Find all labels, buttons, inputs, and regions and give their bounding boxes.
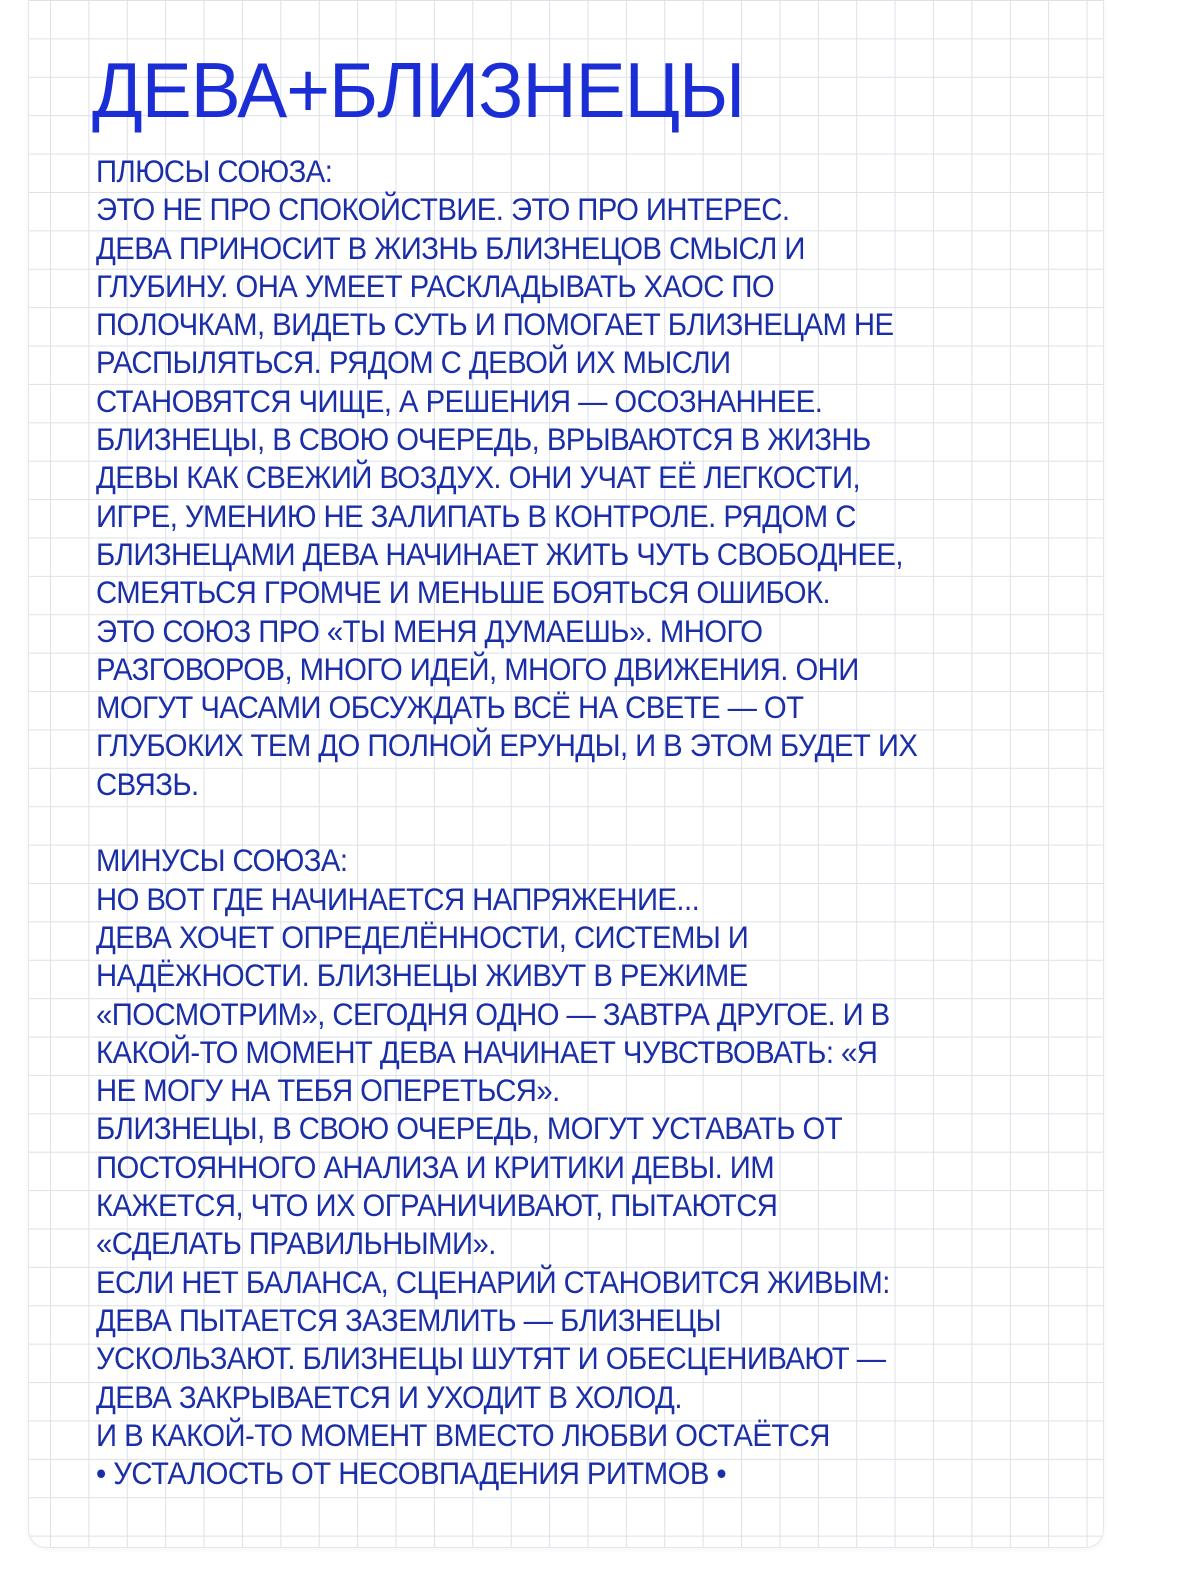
minuses-line: БЛИЗНЕЦЫ, В СВОЮ ОЧЕРЕДЬ, МОГУТ УСТАВАТЬ ОТ [96, 1110, 843, 1147]
pluses-line: МОГУТ ЧАСАМИ ОБСУЖДАТЬ ВСЁ НА СВЕТЕ — ОТ [96, 689, 804, 726]
minuses-line: ПОСТОЯННОГО АНАЛИЗА И КРИТИКИ ДЕВЫ. ИМ [96, 1148, 775, 1185]
minuses-line: КАЖЕТСЯ, ЧТО ИХ ОГРАНИЧИВАЮТ, ПЫТАЮТСЯ [96, 1187, 778, 1224]
pluses-line: ИГРЕ, УМЕНИЮ НЕ ЗАЛИПАТЬ В КОНТРОЛЕ. РЯДОМ С [96, 497, 856, 534]
minuses-line: ДЕВА ХОЧЕТ ОПРЕДЕЛЁННОСТИ, СИСТЕМЫ И [96, 918, 749, 955]
minuses-line: КАКОЙ-ТО МОМЕНТ ДЕВА НАЧИНАЕТ ЧУВСТВОВАТЬ: «Я [96, 1033, 878, 1070]
pluses-line: БЛИЗНЕЦЫ, В СВОЮ ОЧЕРЕДЬ, ВРЫВАЮТСЯ В ЖИЗНЬ [96, 421, 871, 458]
article-body [96, 152, 1017, 1492]
pluses-line: ГЛУБИНУ. ОНА УМЕЕТ РАСКЛАДЫВАТЬ ХАОС ПО [96, 267, 775, 304]
pluses-heading: ПЛЮСЫ СОЮЗА: [96, 153, 333, 189]
minuses-heading: МИНУСЫ СОЮЗА: [96, 842, 348, 879]
pluses-line: СМЕЯТЬСЯ ГРОМЧЕ И МЕНЬШЕ БОЯТЬСЯ ОШИБОК. [96, 574, 831, 611]
minuses-line: ДЕВА ПЫТАЕТСЯ ЗАЗЕМЛИТЬ — БЛИЗНЕЦЫ [96, 1301, 722, 1338]
page-title: ДЕВА+БЛИЗНЕЦЫ [92, 46, 745, 134]
pluses-line: СВЯЗЬ. [96, 765, 199, 802]
pluses-line: БЛИЗНЕЦАМИ ДЕВА НАЧИНАЕТ ЖИТЬ ЧУТЬ СВОБОДНЕЕ, [96, 535, 904, 572]
minuses-line: «СДЕЛАТЬ ПРАВИЛЬНЫМИ». [96, 1225, 496, 1262]
pluses-line: СТАНОВЯТСЯ ЧИЩЕ, А РЕШЕНИЯ — ОСОЗНАННЕЕ. [96, 382, 823, 419]
minuses-line: ЕСЛИ НЕТ БАЛАНСА, СЦЕНАРИЙ СТАНОВИТСЯ ЖИВЫМ: [96, 1263, 890, 1300]
section-spacer [96, 803, 1017, 841]
minuses-line: • УСТАЛОСТЬ ОТ НЕСОВПАДЕНИЯ РИТМОВ • [96, 1455, 727, 1492]
minuses-line: «ПОСМОТРИМ», СЕГОДНЯ ОДНО — ЗАВТРА ДРУГОЕ. И В [96, 995, 890, 1032]
pluses-line: ЭТО НЕ ПРО СПОКОЙСТВИЕ. ЭТО ПРО ИНТЕРЕС. [96, 191, 790, 228]
minuses-line: УСКОЛЬЗАЮТ. БЛИЗНЕЦЫ ШУТЯТ И ОБЕСЦЕНИВАЮТ — [96, 1340, 886, 1377]
minuses-line: И В КАКОЙ-ТО МОМЕНТ ВМЕСТО ЛЮБВИ ОСТАЁТСЯ [96, 1416, 830, 1453]
pluses-line: РАСПЫЛЯТЬСЯ. РЯДОМ С ДЕВОЙ ИХ МЫСЛИ [96, 344, 731, 381]
pluses-line: ЭТО СОЮЗ ПРО «ТЫ МЕНЯ ДУМАЕШЬ». МНОГО [96, 612, 763, 649]
pluses-line: ДЕВЫ КАК СВЕЖИЙ ВОЗДУХ. ОНИ УЧАТ ЕЁ ЛЕГКОСТИ, [96, 459, 861, 496]
pluses-line: РАЗГОВОРОВ, МНОГО ИДЕЙ, МНОГО ДВИЖЕНИЯ. ОНИ [96, 650, 859, 687]
minuses-line: ДЕВА ЗАКРЫВАЕТСЯ И УХОДИТ В ХОЛОД. [96, 1378, 682, 1415]
minuses-line: НАДЁЖНОСТИ. БЛИЗНЕЦЫ ЖИВУТ В РЕЖИМЕ [96, 957, 748, 994]
minuses-line: НЕ МОГУ НА ТЕБЯ ОПЕРЕТЬСЯ». [96, 1072, 560, 1109]
pluses-line: ДЕВА ПРИНОСИТ В ЖИЗНЬ БЛИЗНЕЦОВ СМЫСЛ И [96, 229, 805, 266]
minuses-line: НО ВОТ ГДЕ НАЧИНАЕТСЯ НАПРЯЖЕНИЕ... [96, 880, 700, 917]
pluses-line: ПОЛОЧКАМ, ВИДЕТЬ СУТЬ И ПОМОГАЕТ БЛИЗНЕЦАМ НЕ [96, 306, 894, 343]
pluses-line: ГЛУБОКИХ ТЕМ ДО ПОЛНОЙ ЕРУНДЫ, И В ЭТОМ БУДЕТ ИХ [96, 727, 918, 764]
